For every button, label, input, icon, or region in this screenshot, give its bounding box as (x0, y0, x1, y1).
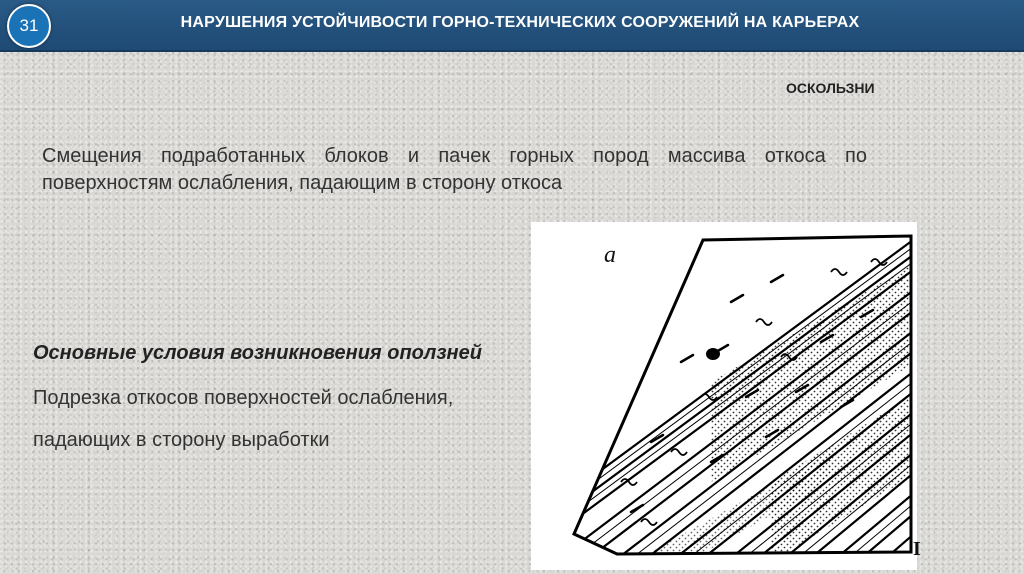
slope-diagram (531, 222, 921, 570)
slide-title: НАРУШЕНИЯ УСТОЙЧИВОСТИ ГОРНО-ТЕХНИЧЕСКИХ СООРУЖЕНИЙ НА КАРЬЕРАХ (180, 14, 860, 31)
conditions-line-2: падающих в сторону выработки (33, 429, 330, 451)
conditions-line-1: Подрезка откосов поверхностей ослабления, (33, 387, 454, 409)
figure-label-right: I (913, 538, 921, 560)
subheading: ОСКОЛЬЗНИ (786, 80, 875, 96)
figure-label-a: а (604, 242, 616, 268)
slope-drawing (531, 222, 917, 570)
conditions-heading: Основные условия возникновения оползней (33, 342, 482, 364)
rock-strata (531, 222, 917, 570)
conditions-text (33, 377, 453, 461)
slide-header (0, 0, 1024, 52)
intro-paragraph: Смещения подработанных блоков и пачек горных пород массива откоса по поверхностям ослабления, падающим в сторону откоса (42, 145, 867, 194)
page-number-badge: 31 (7, 4, 51, 48)
